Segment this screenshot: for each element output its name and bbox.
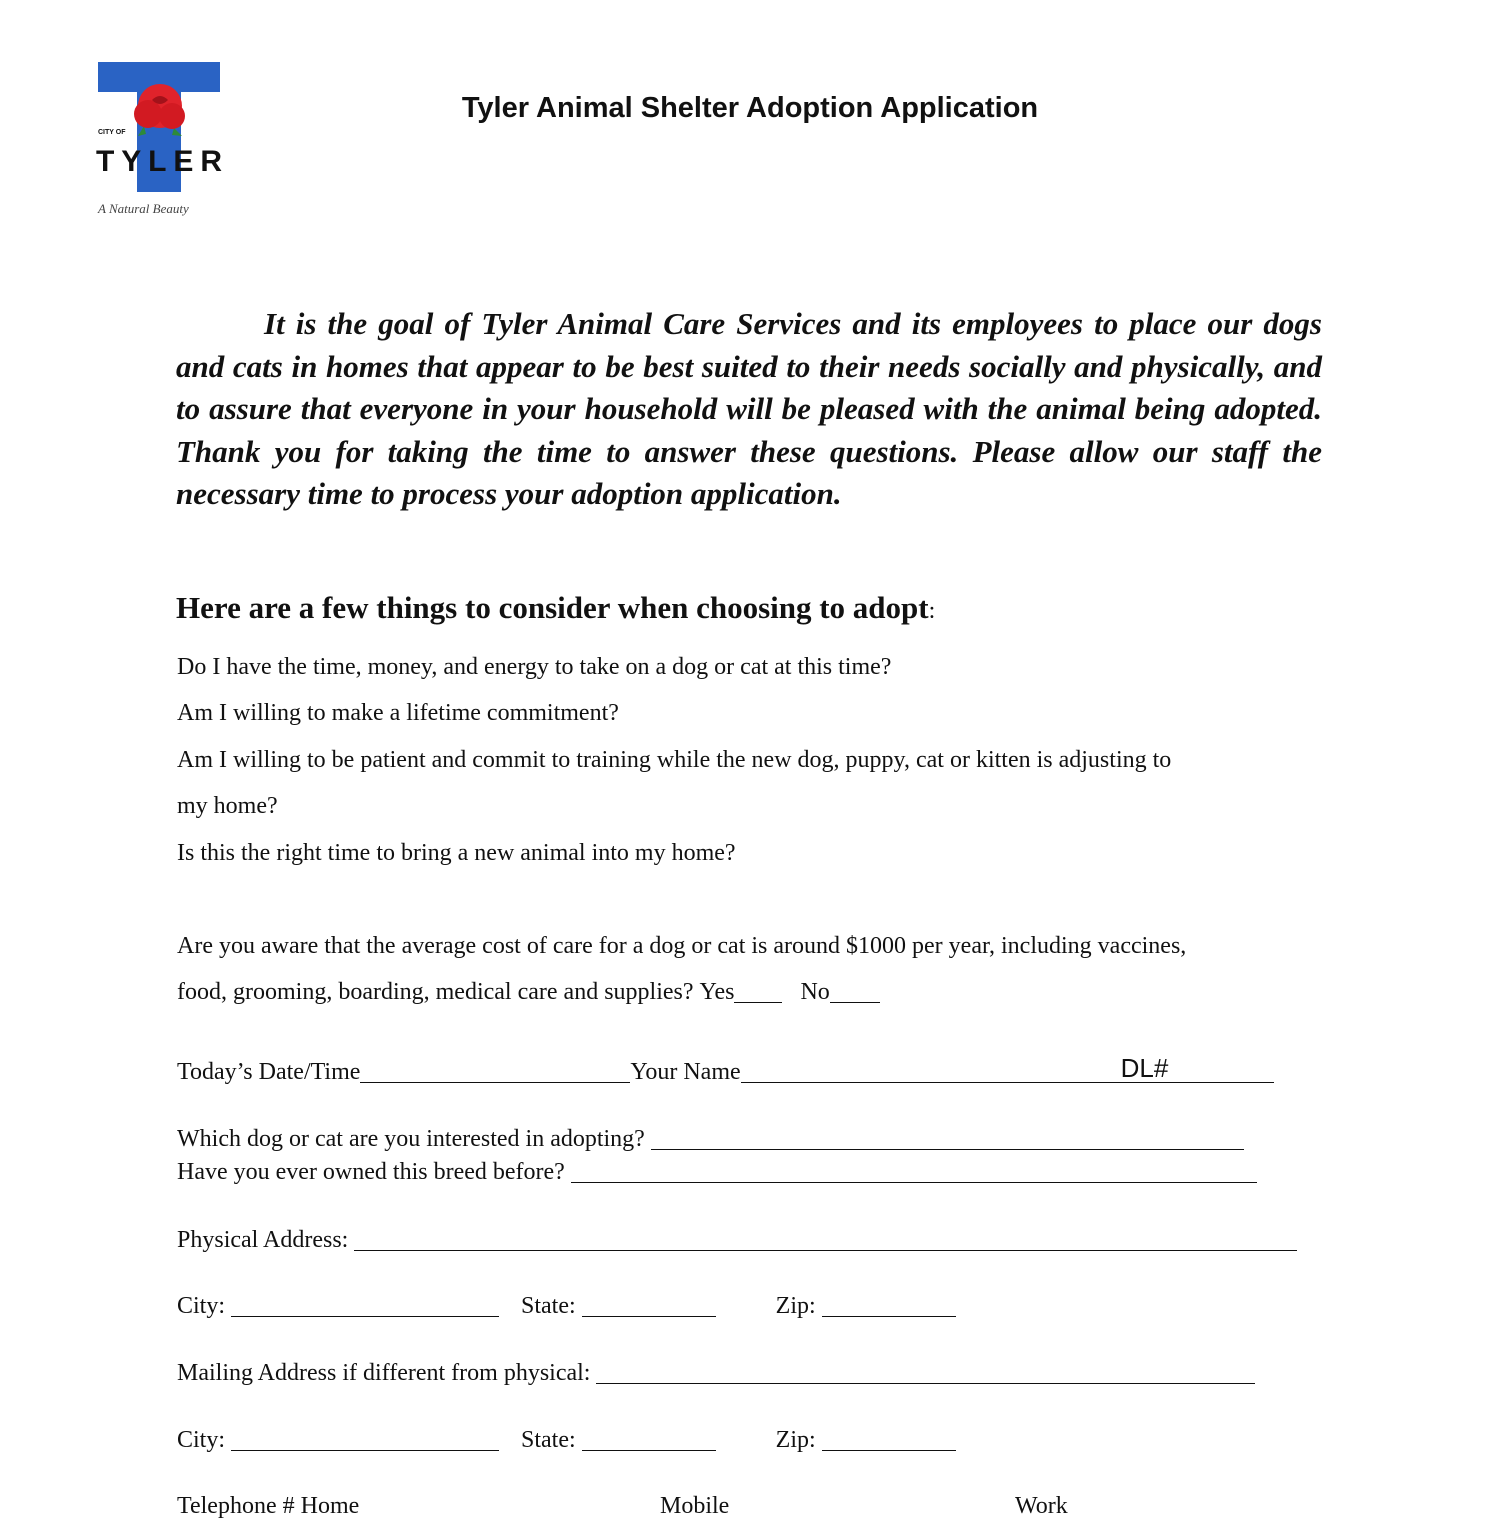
your-name-label: Your Name bbox=[630, 1059, 741, 1085]
which-animal-row bbox=[177, 1125, 1244, 1153]
consider-heading bbox=[176, 590, 935, 626]
svg-text:CITY OF: CITY OF bbox=[98, 129, 126, 136]
date-time-label: Today’s Date/Time bbox=[177, 1059, 361, 1085]
cost-question-text: food, grooming, boarding, medical care and supplies? bbox=[177, 979, 694, 1005]
intro-paragraph: It is the goal of Tyler Animal Care Services and its employees to place our dogs and cats in homes that appear to be best suited to their needs socially and physically, and to assure that everyone in your household will be pleased with the animal being adopted. Thank you for taking the time to answer these questions. Please allow our staff the necessary time to process your adoption application. bbox=[176, 306, 1322, 511]
mailing-state-label: State: bbox=[521, 1427, 576, 1453]
consider-heading-text: Here are a few things to consider when choosing to adopt bbox=[176, 590, 929, 625]
mailing-city-label: City: bbox=[177, 1427, 226, 1453]
mailing-city-field[interactable] bbox=[231, 1428, 499, 1451]
question-item: Do I have the time, money, and energy to take on a dog or cat at this time? bbox=[177, 654, 892, 680]
mailing-zip-field[interactable] bbox=[822, 1428, 956, 1451]
city-field[interactable] bbox=[231, 1294, 499, 1317]
state-field[interactable] bbox=[582, 1294, 716, 1317]
mailing-address-label: Mailing Address if different from physical: bbox=[177, 1360, 591, 1386]
mailing-zip-label: Zip: bbox=[775, 1427, 816, 1453]
cost-question-line1: Are you aware that the average cost of care for a dog or cat is around $1000 per year, including vaccines, bbox=[177, 933, 1187, 959]
your-name-field[interactable] bbox=[741, 1060, 1121, 1083]
mailing-address-row bbox=[177, 1359, 1255, 1387]
svg-text:TYLER: TYLER bbox=[96, 145, 222, 178]
no-blank[interactable] bbox=[830, 980, 880, 1003]
yes-blank[interactable] bbox=[734, 980, 782, 1003]
svg-text:A Natural Beauty: A Natural Beauty bbox=[98, 201, 189, 216]
question-item: Am I willing to be patient and commit to training while the new dog, puppy, cat or kitten is adjusting to bbox=[177, 747, 1172, 773]
telephone-mobile-label: Mobile bbox=[660, 1493, 730, 1519]
page-title: Tyler Animal Shelter Adoption Application bbox=[461, 92, 1039, 124]
question-item: Am I willing to make a lifetime commitment? bbox=[177, 700, 619, 726]
no-label: No bbox=[800, 979, 830, 1005]
consider-heading-colon: : bbox=[928, 598, 936, 624]
state-label: State: bbox=[521, 1293, 576, 1319]
physical-address-row bbox=[177, 1226, 1297, 1254]
telephone-work-label: Work bbox=[1015, 1493, 1068, 1519]
mailing-city-state-zip-row bbox=[177, 1426, 956, 1454]
city-of-tyler-logo bbox=[82, 48, 240, 238]
zip-field[interactable] bbox=[822, 1294, 956, 1317]
physical-address-field[interactable] bbox=[354, 1228, 1297, 1251]
which-animal-field[interactable] bbox=[651, 1127, 1244, 1150]
question-item: my home? bbox=[177, 793, 278, 819]
date-time-field[interactable] bbox=[360, 1060, 630, 1083]
mailing-state-field[interactable] bbox=[582, 1428, 716, 1451]
telephone-home-label: Telephone # Home bbox=[177, 1493, 360, 1519]
owned-breed-row bbox=[177, 1158, 1257, 1186]
cost-question-line2 bbox=[177, 978, 880, 1006]
which-animal-label: Which dog or cat are you interested in adopting? bbox=[177, 1126, 645, 1152]
city-state-zip-row bbox=[177, 1292, 956, 1320]
zip-label: Zip: bbox=[775, 1293, 816, 1319]
mailing-address-field[interactable] bbox=[596, 1361, 1255, 1384]
dl-number-label: DL# bbox=[1120, 1053, 1169, 1083]
dl-number-field[interactable] bbox=[1168, 1060, 1274, 1083]
owned-breed-field[interactable] bbox=[571, 1160, 1257, 1183]
yes-label: Yes bbox=[699, 979, 735, 1005]
city-label: City: bbox=[177, 1293, 226, 1319]
question-item: Is this the right time to bring a new animal into my home? bbox=[177, 840, 736, 866]
physical-address-label: Physical Address: bbox=[177, 1227, 349, 1253]
date-name-row bbox=[177, 1053, 1274, 1086]
owned-breed-label: Have you ever owned this breed before? bbox=[177, 1159, 565, 1185]
